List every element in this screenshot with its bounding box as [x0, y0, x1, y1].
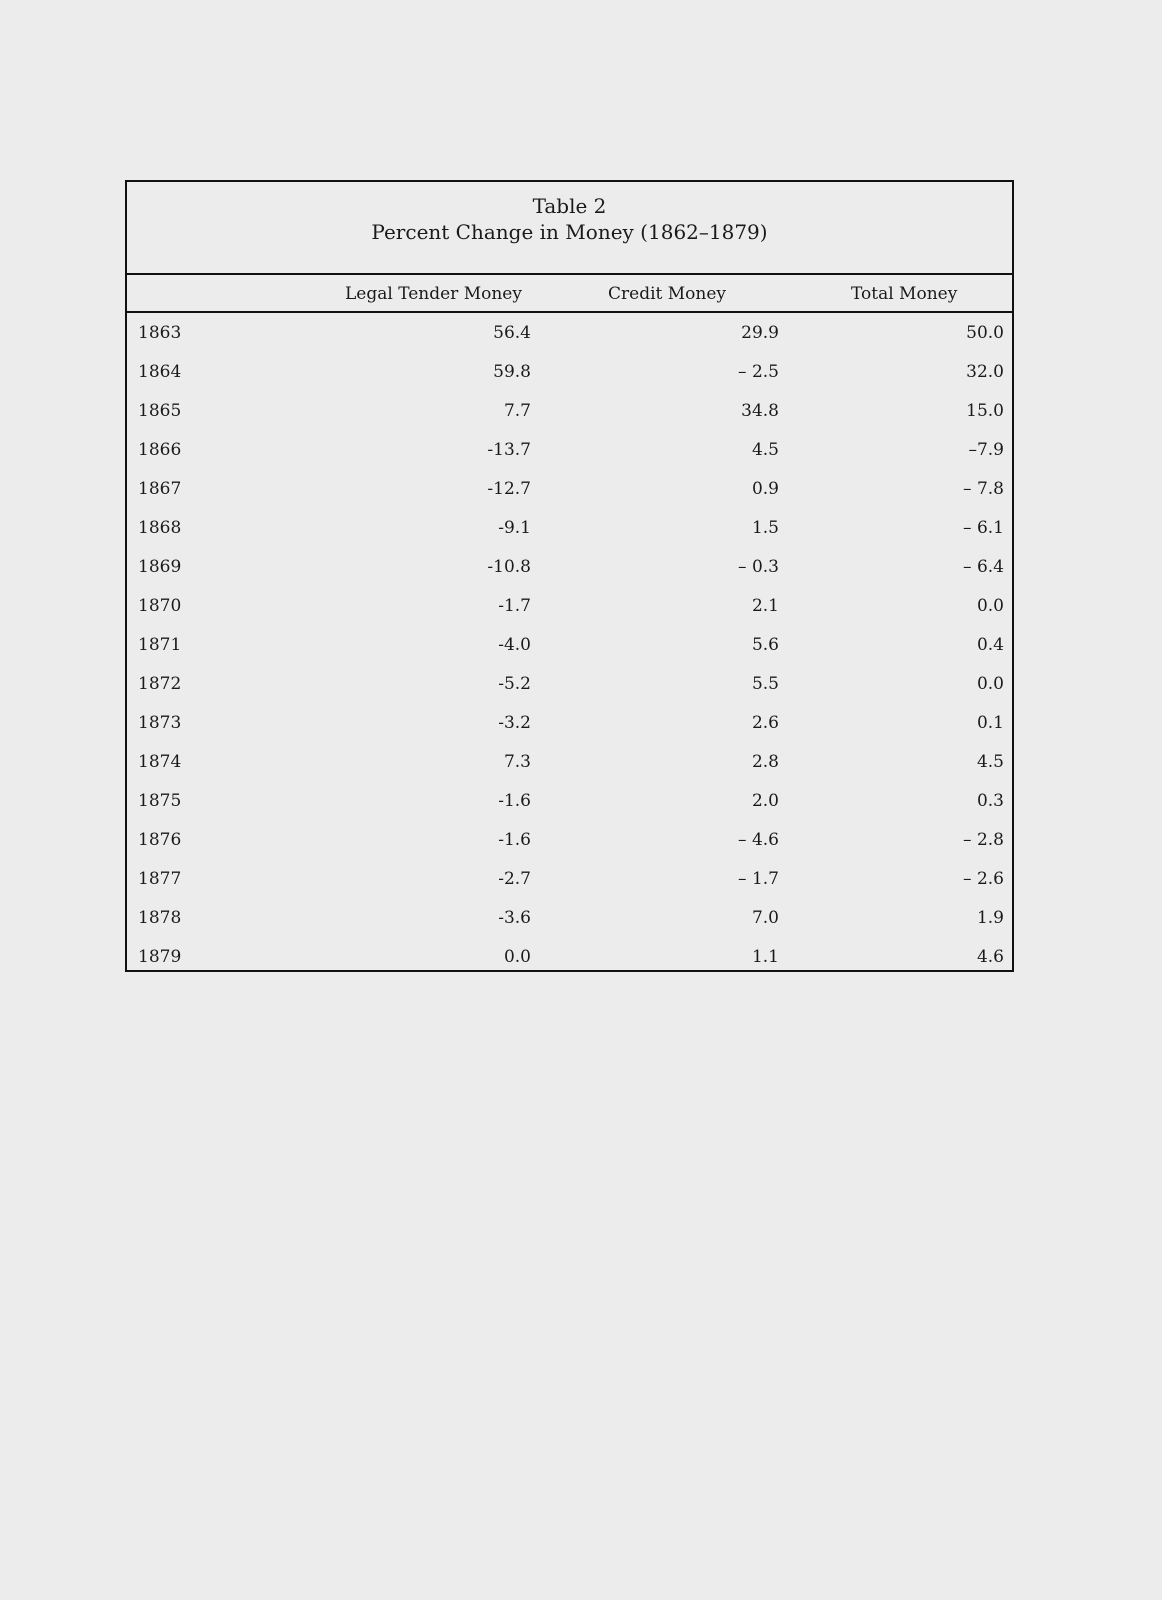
total-money-cell: 0.1	[976, 713, 1004, 733]
year-cell: 1873	[138, 713, 182, 733]
legal-tender-money-cell: -10.8	[487, 557, 531, 577]
table-row	[127, 859, 1012, 898]
total-money-cell: – 2.8	[963, 830, 1004, 850]
column-header-legal-tender-money: Legal Tender Money	[345, 284, 522, 304]
total-money-cell: 4.6	[976, 947, 1004, 967]
total-money-cell: 0.0	[976, 596, 1004, 616]
table-row	[127, 352, 1012, 391]
credit-money-cell: 2.6	[751, 713, 779, 733]
total-money-cell: 15.0	[966, 401, 1004, 421]
table-header-row	[127, 275, 1012, 313]
credit-money-cell: 5.5	[751, 674, 779, 694]
legal-tender-money-cell: -1.6	[498, 830, 531, 850]
year-cell: 1868	[138, 518, 182, 538]
year-cell: 1878	[138, 908, 182, 928]
table-caption	[127, 182, 1012, 275]
credit-money-cell: – 2.5	[738, 362, 779, 382]
table-row	[127, 469, 1012, 508]
legal-tender-money-cell: 59.8	[493, 362, 531, 382]
table-row	[127, 937, 1012, 976]
total-money-cell: 0.3	[976, 791, 1004, 811]
credit-money-cell: 4.5	[751, 440, 779, 460]
total-money-cell: – 6.4	[963, 557, 1004, 577]
year-cell: 1875	[138, 791, 182, 811]
legal-tender-money-cell: -3.2	[498, 713, 531, 733]
year-cell: 1870	[138, 596, 182, 616]
credit-money-cell: 0.9	[751, 479, 779, 499]
table-row	[127, 508, 1012, 547]
legal-tender-money-cell: -3.6	[498, 908, 531, 928]
total-money-cell: 50.0	[966, 323, 1004, 343]
credit-money-cell: 2.0	[751, 791, 779, 811]
legal-tender-money-cell: -1.6	[498, 791, 531, 811]
legal-tender-money-cell: -5.2	[498, 674, 531, 694]
year-cell: 1872	[138, 674, 182, 694]
legal-tender-money-cell: 0.0	[503, 947, 531, 967]
year-cell: 1869	[138, 557, 182, 577]
credit-money-cell: 29.9	[741, 323, 779, 343]
table-row	[127, 703, 1012, 742]
total-money-cell: – 7.8	[963, 479, 1004, 499]
table-title: Table 2	[532, 194, 607, 218]
legal-tender-money-cell: -2.7	[498, 869, 531, 889]
total-money-cell: – 2.6	[963, 869, 1004, 889]
year-cell: 1864	[138, 362, 182, 382]
credit-money-cell: – 0.3	[738, 557, 779, 577]
credit-money-cell: 34.8	[741, 401, 779, 421]
credit-money-cell: – 4.6	[738, 830, 779, 850]
total-money-cell: 32.0	[966, 362, 1004, 382]
total-money-cell: – 6.1	[963, 518, 1004, 538]
legal-tender-money-cell: -9.1	[498, 518, 531, 538]
credit-money-cell: 2.8	[751, 752, 779, 772]
table-subtitle: Percent Change in Money (1862–1879)	[371, 220, 768, 244]
year-cell: 1871	[138, 635, 182, 655]
legal-tender-money-cell: -4.0	[498, 635, 531, 655]
credit-money-cell: 7.0	[751, 908, 779, 928]
legal-tender-money-cell: -12.7	[487, 479, 531, 499]
legal-tender-money-cell: -1.7	[498, 596, 531, 616]
year-cell: 1876	[138, 830, 182, 850]
credit-money-cell: 2.1	[751, 596, 779, 616]
credit-money-cell: 1.5	[751, 518, 779, 538]
table-row	[127, 547, 1012, 586]
total-money-cell: 0.4	[976, 635, 1004, 655]
legal-tender-money-cell: -13.7	[487, 440, 531, 460]
table-row	[127, 664, 1012, 703]
table-row	[127, 898, 1012, 937]
year-cell: 1879	[138, 947, 182, 967]
table-row	[127, 820, 1012, 859]
legal-tender-money-cell: 56.4	[493, 323, 531, 343]
legal-tender-money-cell: 7.7	[503, 401, 531, 421]
table-row	[127, 313, 1012, 352]
table-row	[127, 742, 1012, 781]
table-row	[127, 430, 1012, 469]
year-cell: 1866	[138, 440, 182, 460]
column-header-credit-money: Credit Money	[608, 284, 727, 304]
credit-money-cell: 1.1	[751, 947, 779, 967]
year-cell: 1867	[138, 479, 182, 499]
year-cell: 1865	[138, 401, 182, 421]
table-row	[127, 625, 1012, 664]
total-money-cell: 1.9	[976, 908, 1004, 928]
total-money-cell: –7.9	[968, 440, 1004, 460]
credit-money-cell: – 1.7	[738, 869, 779, 889]
year-cell: 1863	[138, 323, 182, 343]
credit-money-cell: 5.6	[751, 635, 779, 655]
table-body	[127, 313, 1012, 976]
total-money-cell: 4.5	[976, 752, 1004, 772]
data-table	[125, 180, 1014, 972]
year-cell: 1874	[138, 752, 182, 772]
column-header-total-money: Total Money	[851, 284, 958, 304]
total-money-cell: 0.0	[976, 674, 1004, 694]
table-row	[127, 391, 1012, 430]
table-row	[127, 781, 1012, 820]
year-cell: 1877	[138, 869, 182, 889]
legal-tender-money-cell: 7.3	[503, 752, 531, 772]
table-row	[127, 586, 1012, 625]
